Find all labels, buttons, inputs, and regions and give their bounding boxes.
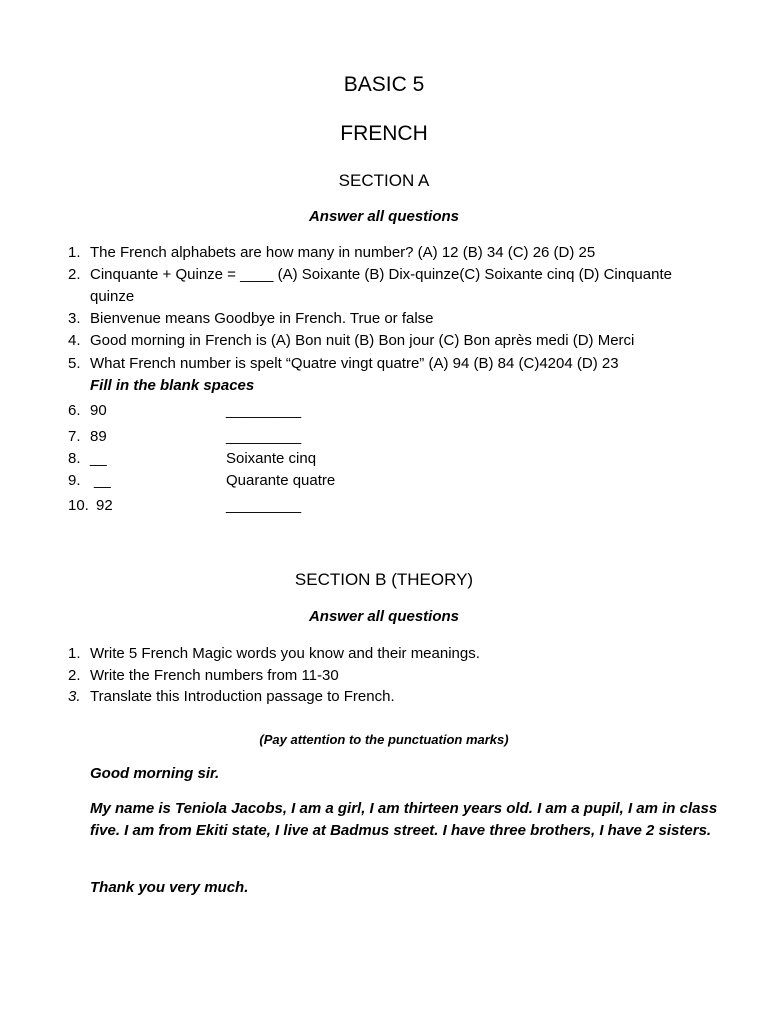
question-number: 3. xyxy=(68,688,81,705)
question-text: What French number is spelt “Quatre vingt quatre” (A) 94 (B) 84 (C)4204 (D) 23 xyxy=(90,355,619,372)
item-number: 8. xyxy=(68,450,81,467)
fill-in-title: Fill in the blank spaces xyxy=(90,377,255,394)
subject-heading: FRENCH xyxy=(340,122,428,145)
question-number: 5. xyxy=(68,355,81,372)
item-left: 89 xyxy=(90,428,107,445)
passage-greeting: Good morning sir. xyxy=(90,765,220,782)
item-right: Soixante cinq xyxy=(226,450,317,467)
question-number: 3. xyxy=(68,310,81,327)
item-left: __ xyxy=(94,472,111,489)
question-text: quinze xyxy=(90,288,135,305)
item-left: 90 xyxy=(90,402,107,419)
section-b-instruction: Answer all questions xyxy=(308,608,460,625)
question-text: Write 5 French Magic words you know and their meanings. xyxy=(90,645,480,662)
item-right: Quarante quatre xyxy=(226,472,336,489)
passage-closing: Thank you very much. xyxy=(90,879,249,896)
item-number: 10. xyxy=(68,497,89,514)
item-right: _________ xyxy=(226,402,302,419)
passage-body: My name is Teniola Jacobs, I am a girl, I am thirteen years old. I am a pupil, I am in class five. I am from Ekiti state, I live at Badmus street. I have three brothers, I have 2 sisters. xyxy=(90,800,718,839)
section-a-instruction: Answer all questions xyxy=(308,208,460,225)
item-number: 7. xyxy=(68,428,81,445)
item-left: 92 xyxy=(96,497,113,514)
item-left: __ xyxy=(90,450,107,467)
question-number: 1. xyxy=(68,244,81,261)
question-number: 1. xyxy=(68,645,81,662)
question-text: The French alphabets are how many in number? (A) 12 (B) 34 (C) 26 (D) 25 xyxy=(90,244,596,261)
question-text: Bienvenue means Goodbye in French. True or false xyxy=(90,310,434,327)
item-number: 6. xyxy=(68,402,81,419)
section-a-title: SECTION A xyxy=(338,171,430,190)
item-number: 9. xyxy=(68,472,81,489)
question-number: 2. xyxy=(68,667,81,684)
question-text: Good morning in French is (A) Bon nuit (B) Bon jour (C) Bon après medi (D) Merci xyxy=(90,332,635,349)
question-text: Cinquante + Quinze = ____ (A) Soixante (B) Dix-quinze(C) Soixante cinq (D) Cinquante xyxy=(90,266,672,283)
item-right: _________ xyxy=(226,428,302,445)
question-text: Translate this Introduction passage to French. xyxy=(90,688,395,705)
question-text: Write the French numbers from 11-30 xyxy=(90,667,339,684)
section-b-title: SECTION B (THEORY) xyxy=(294,570,474,589)
question-number: 2. xyxy=(68,266,81,283)
punctuation-note: (Pay attention to the punctuation marks) xyxy=(259,732,509,747)
class-heading: BASIC 5 xyxy=(343,73,425,96)
question-number: 4. xyxy=(68,332,81,349)
item-right: _________ xyxy=(226,497,302,514)
